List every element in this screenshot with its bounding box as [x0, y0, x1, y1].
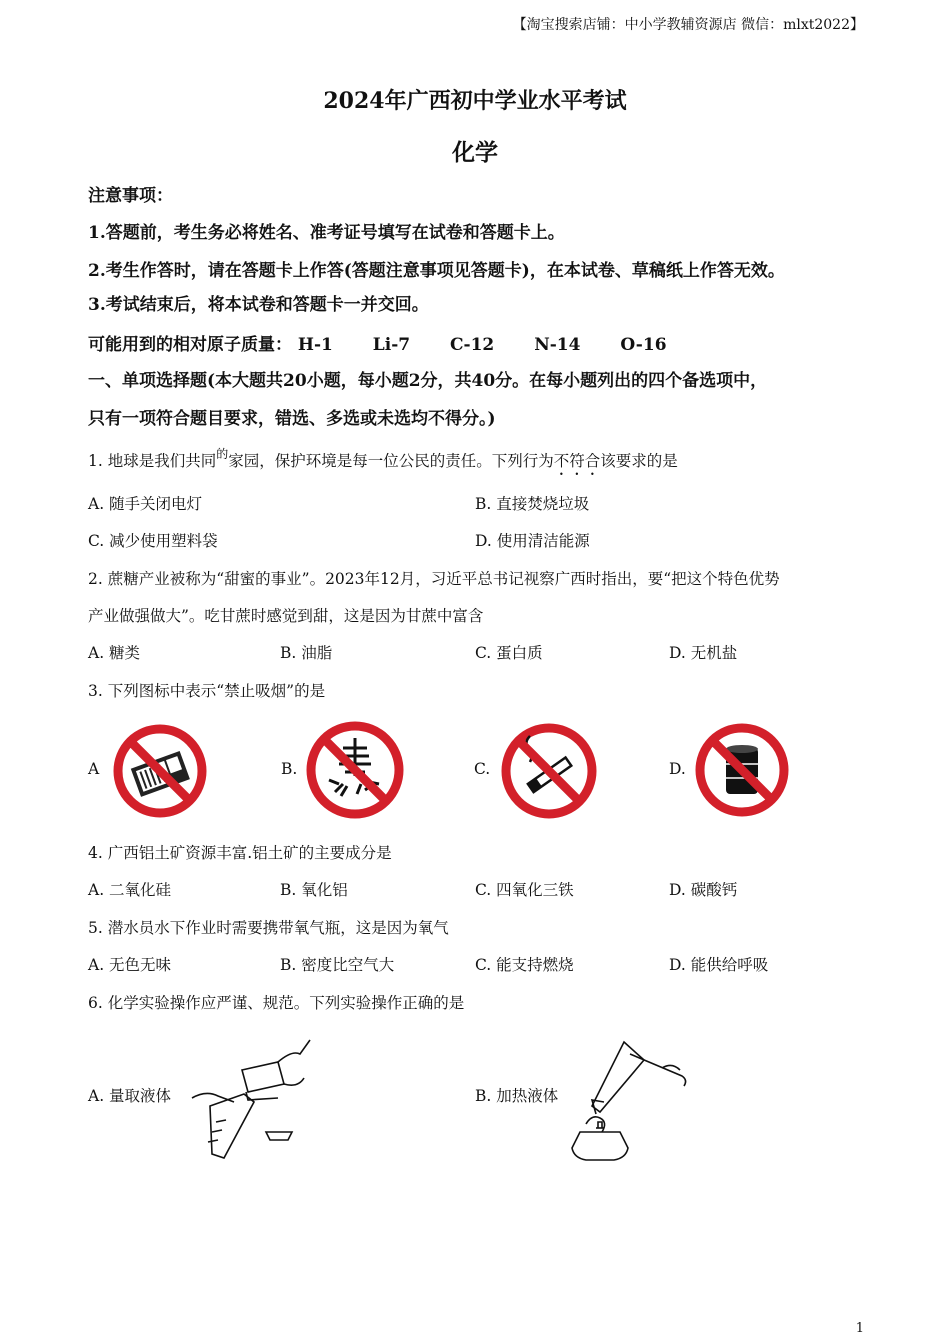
q3-label-c: C.: [474, 760, 491, 778]
note-item-1: 1.答题前，考生务必将姓名、准考证号填写在试卷和答题卡上。: [88, 223, 565, 243]
q1-option-b: B. 直接焚烧垃圾: [475, 495, 590, 513]
q5-option-a: A. 无色无味: [88, 956, 172, 974]
no-oil-barrel-icon: [694, 722, 790, 818]
q1-stem-sup: 的: [216, 447, 229, 461]
q1-option-d: D. 使用清洁能源: [475, 532, 590, 550]
atomic-mass-n: N-14: [534, 335, 581, 355]
q4-option-a: A. 二氧化硅: [88, 881, 172, 899]
measuring-liquid-illustration: [182, 1032, 322, 1162]
q2-option-d: D. 无机盐: [669, 644, 738, 662]
question-1-stem: [88, 449, 678, 479]
atomic-mass-o: O-16: [620, 335, 667, 355]
atomic-mass-c: C-12: [450, 335, 495, 355]
q4-option-c: C. 四氧化三铁: [475, 881, 574, 899]
question-6-stem: 6. 化学实验操作应严谨、规范。下列实验操作正确的是: [88, 994, 465, 1012]
q6-option-b: B. 加热液体: [475, 1087, 559, 1105]
section-heading-line1: 一、单项选择题(本大题共20小题，每小题2分，共40分。在每小题列出的四个备选项中，: [88, 371, 768, 391]
q1-stem-part: 该要求的是: [600, 452, 678, 470]
question-2-line1: 2. 蔗糖产业被称为“甜蜜的事业”。2023年12月，习近平总书记视察广西时指出，要“把这个特色优势: [88, 570, 780, 588]
question-3-stem: 3. 下列图标中表示“禁止吸烟”的是: [88, 682, 326, 700]
question-4-stem: 4. 广西铝土矿资源丰富.铝土矿的主要成分是: [88, 844, 392, 862]
no-smoking-icon: [500, 722, 598, 820]
section-heading-line2: 只有一项符合题目要求，错选、多选或未选均不得分。): [88, 409, 496, 429]
heating-liquid-illustration: [566, 1032, 696, 1164]
q4-option-d: D. 碳酸钙: [669, 881, 738, 899]
q4-option-b: B. 氧化铝: [280, 881, 348, 899]
q1-emphasis: 不符合: [553, 452, 601, 470]
subject-title: 化学: [452, 139, 498, 166]
q5-option-b: B. 密度比空气大: [280, 956, 395, 974]
note-item-3: [88, 290, 429, 315]
q6-option-a: A. 量取液体: [88, 1087, 172, 1105]
q1-stem-part: 家园，保护环境是每一位公民的责任。下列行为: [228, 452, 554, 470]
question-2-line2: 产业做强做大”。吃甘蔗时感觉到甜，这是因为甘蔗中富含: [88, 607, 484, 625]
q3-label-b: B.: [281, 760, 298, 778]
page-number: 1: [855, 1321, 864, 1336]
question-5-stem: 5. 潜水员水下作业时需要携带氧气瓶，这是因为氧气: [88, 919, 449, 937]
q1-stem-part: 1. 地球是我们共同: [88, 452, 217, 470]
q2-option-a: A. 糖类: [88, 644, 141, 662]
atomic-mass-label: 可能用到的相对原子质量：: [88, 335, 292, 355]
atomic-mass-li: Li-7: [372, 335, 411, 355]
no-fireworks-icon: [305, 720, 405, 820]
q2-option-c: C. 蛋白质: [475, 644, 543, 662]
notes-heading: 注意事项：: [88, 186, 173, 206]
q3-label-d: D.: [669, 760, 686, 778]
q5-option-d: D. 能供给呼吸: [669, 956, 769, 974]
note-item-2: 2.考生作答时，请在答题卡上作答(答题注意事项见答题卡)，在本试卷、草稿纸上作答无效。: [88, 261, 785, 281]
q1-option-c: C. 减少使用塑料袋: [88, 532, 218, 550]
q1-option-a: A. 随手关闭电灯: [88, 495, 203, 513]
q5-option-c: C. 能支持燃烧: [475, 956, 574, 974]
atomic-mass-h: H-1: [297, 335, 333, 355]
no-matches-icon: [112, 723, 208, 819]
atomic-mass-line: [88, 330, 667, 355]
q2-option-b: B. 油脂: [280, 644, 333, 662]
shop-header-note: 【淘宝搜索店铺：中小学教辅资源店 微信：mlxt2022】: [512, 17, 864, 33]
note-item-3-text: 3.考试结束后，将本试卷和答题卡一并交回。: [88, 295, 429, 315]
exam-title: 2024年广西初中学业水平考试: [323, 88, 627, 114]
q3-label-a: A: [88, 760, 100, 778]
